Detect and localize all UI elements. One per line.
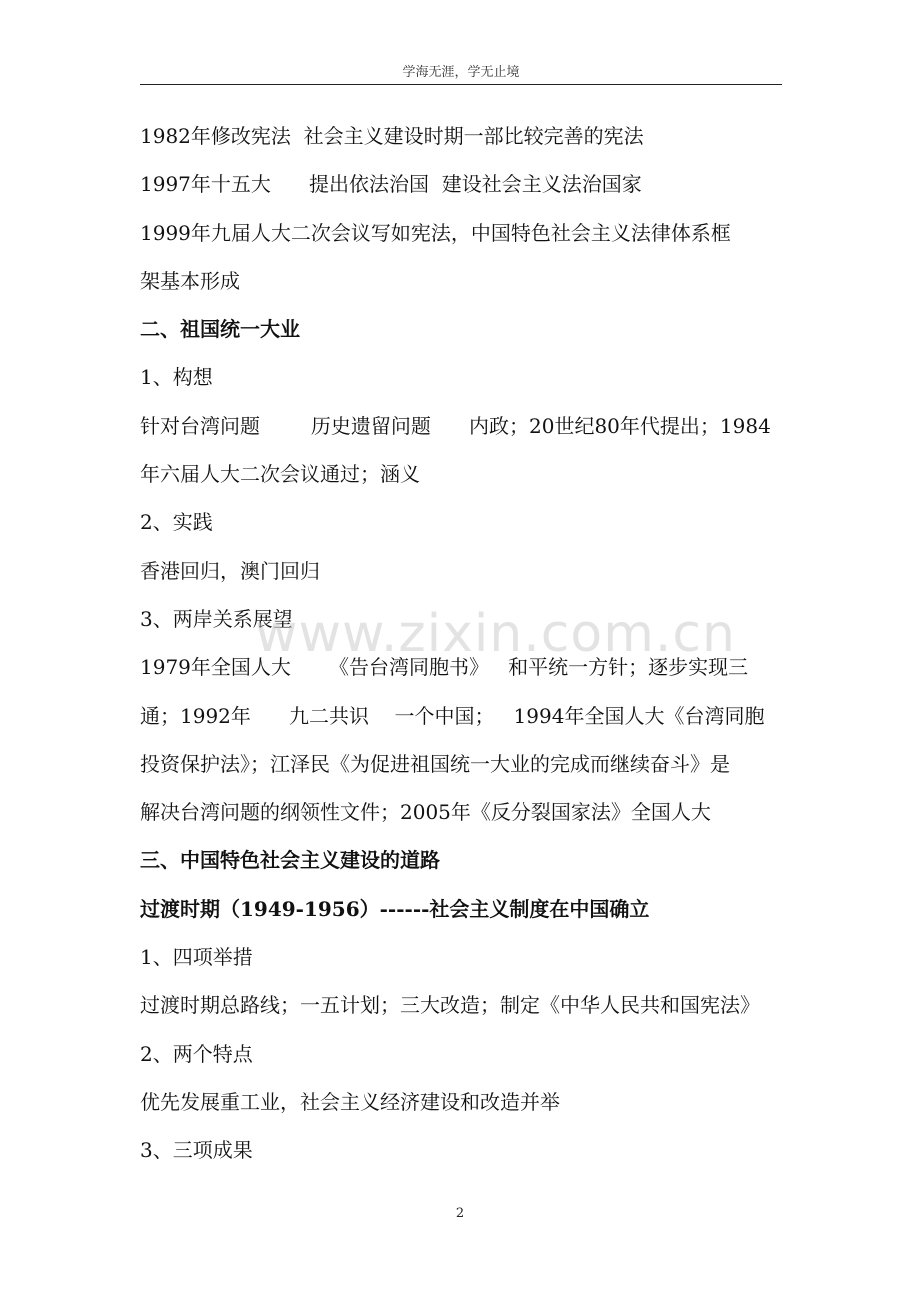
text-line-4: 架基本形成 (140, 268, 240, 293)
text-line-8: 年六届人大二次会议通过；涵义 (140, 462, 420, 487)
text-line-7: 针对台湾问题 历史遗留问题 内政；20世纪80年代提出；1984 (140, 413, 771, 438)
text-line-14: 投资保护法》；江泽民《为促进祖国统一大业的完成而继续奋斗》是 (140, 751, 730, 776)
subheading-practice: 2、实践 (140, 510, 213, 535)
subheading-transition-period: 过渡时期（1949-1956）------社会主义制度在中国确立 (140, 896, 650, 921)
page-number: 2 (455, 1206, 465, 1221)
text-line-10: 香港回归，澳门回归 (140, 558, 320, 583)
page-header (140, 62, 782, 85)
watermark: www.zixin.com.cn (255, 604, 736, 664)
text-line-15: 解决台湾问题的纲领性文件；2005年《反分裂国家法》全国人大 (140, 800, 711, 825)
section-heading-reunification: 二、祖国统一大业 (140, 317, 300, 342)
header-text: 学海无涯，学无止境 (402, 65, 520, 80)
text-line-2: 1997年十五大 提出依法治国 建设社会主义法治国家 (140, 172, 642, 197)
text-line-1: 1982年修改宪法 社会主义建设时期一部比较完善的宪法 (140, 124, 644, 148)
subheading-concept: 1、构想 (140, 365, 213, 390)
text-line-13: 通；1992年 九二共识 一个中国； 1994年全国人大《台湾同胞 (140, 703, 765, 728)
subheading-three-results: 3、三项成果 (140, 1138, 253, 1163)
subheading-two-features: 2、两个特点 (140, 1041, 253, 1066)
section-heading-socialist-road: 三、中国特色社会主义建设的道路 (140, 848, 440, 873)
text-line-19: 过渡时期总路线；一五计划；三大改造；制定《中华人民共和国宪法》 (140, 993, 760, 1018)
text-line-12: 1979年全国人大 《告台湾同胞书》 和平统一方针；逐步实现三 (140, 655, 749, 680)
text-line-21: 优先发展重工业，社会主义经济建设和改造并举 (140, 1089, 560, 1114)
subheading-four-measures: 1、四项举措 (140, 945, 253, 970)
text-line-3: 1999年九届人大二次会议写如宪法，中国特色社会主义法律体系框 (140, 220, 731, 245)
subheading-outlook: 3、两岸关系展望 (140, 606, 293, 631)
